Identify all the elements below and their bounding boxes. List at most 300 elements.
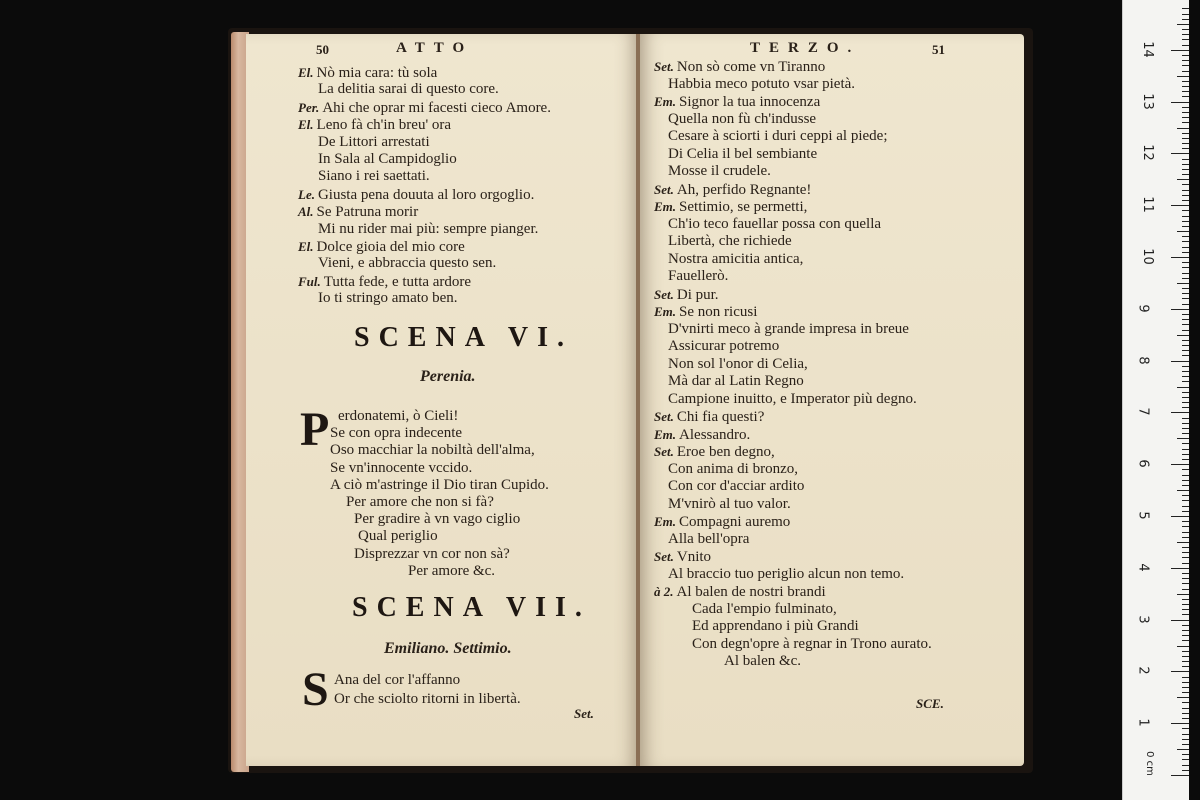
ruler-tick — [1177, 438, 1189, 439]
speaker-label: Set. — [654, 409, 674, 424]
text-line — [298, 64, 437, 82]
ruler-tick — [1182, 45, 1189, 46]
ruler-tick — [1171, 568, 1189, 569]
ruler-label: 5 — [1135, 511, 1151, 520]
text-line — [318, 81, 499, 98]
speaker-label: Set. — [654, 59, 674, 74]
running-head: ATTO — [396, 40, 474, 56]
line-text: La delitia sarai di questo core. — [318, 81, 499, 98]
page-number: 51 — [932, 42, 945, 57]
text-line — [668, 268, 728, 285]
ruler-tick — [1171, 309, 1189, 310]
ruler-tick — [1182, 262, 1189, 263]
speaker-label: Set. — [654, 444, 674, 459]
text-line: Or che sciolto ritorni in libertà. — [334, 691, 521, 707]
ruler-label: 13 — [1139, 92, 1155, 110]
line-text: Siano i rei saettati. — [318, 168, 430, 185]
ruler-tick — [1182, 744, 1189, 745]
line-text: Nò mia cara: tù sola — [316, 65, 438, 81]
ruler-label: 8 — [1135, 355, 1151, 365]
text-line: Disprezzar vn cor non sà? — [354, 545, 510, 562]
line-text: Di Celia il bel sembiante — [668, 145, 818, 162]
text-line — [668, 373, 804, 390]
ruler-tick — [1171, 464, 1189, 465]
ruler-tick — [1182, 169, 1189, 170]
drop-cap: P — [300, 403, 330, 456]
line-text: Non sò come vn Tiranno — [676, 59, 826, 75]
text-line — [318, 134, 430, 151]
ruler-tick — [1182, 428, 1189, 429]
ruler-tick — [1177, 24, 1189, 25]
ruler-tick — [1182, 164, 1189, 165]
scene-title: SCENA VI. — [354, 322, 573, 353]
speaker-label: Em. — [654, 426, 677, 442]
text-line: Per amore che non si fà? — [346, 494, 494, 510]
speaker-label: Le. — [298, 186, 315, 202]
catchword: Set. — [574, 706, 594, 721]
text-line — [654, 303, 757, 321]
line-text: Giusta pena douuta al loro orgoglio. — [317, 186, 535, 203]
text-line — [668, 461, 798, 478]
line-text: De Littori arrestati — [318, 133, 430, 150]
text-line — [668, 111, 816, 128]
ruler-tick — [1171, 50, 1189, 51]
line-text: Libertà, che richiede — [668, 233, 792, 249]
line-text: Chi fia questi? — [676, 409, 765, 425]
text-line — [668, 496, 791, 513]
speaker-label: Set. — [654, 549, 674, 564]
running-head: TERZO. — [750, 40, 861, 56]
line-text: Signor la tua innocenza — [679, 94, 821, 110]
text-line — [692, 636, 932, 653]
text-line — [668, 566, 904, 583]
ruler-tick — [1182, 495, 1189, 496]
text-line — [668, 216, 881, 233]
ruler-tick — [1182, 423, 1189, 424]
speaker-label: Al. — [298, 204, 314, 220]
text-line — [668, 321, 909, 338]
text-line — [318, 151, 457, 168]
ruler-tick — [1182, 625, 1189, 626]
ruler-tick — [1182, 506, 1189, 507]
ruler-tick — [1171, 723, 1189, 724]
ruler-tick — [1182, 34, 1189, 35]
ruler-tick — [1182, 459, 1189, 460]
ruler-tick — [1182, 547, 1189, 548]
text-line — [654, 548, 711, 566]
ruler-tick — [1182, 770, 1189, 771]
ruler-tick — [1182, 702, 1189, 703]
line-text: Mi nu rider mai più: sempre pianger. — [318, 220, 539, 237]
ruler-tick — [1182, 677, 1189, 678]
ruler-tick — [1182, 552, 1189, 553]
ruler-tick — [1182, 91, 1189, 92]
line-text: In Sala al Campidoglio — [318, 151, 457, 167]
ruler-unit-label: 0 cm — [1143, 751, 1155, 776]
ruler-tick — [1182, 687, 1189, 688]
line-text: Tutta fede, e tutta ardore — [323, 273, 472, 290]
ruler-tick — [1182, 86, 1189, 87]
ruler-tick — [1171, 775, 1189, 776]
line-text: Alessandro. — [679, 426, 751, 443]
ruler-tick — [1182, 96, 1189, 97]
text-line: Se con opra indecente — [330, 425, 463, 442]
ruler-tick — [1182, 480, 1189, 481]
ruler-tick — [1182, 107, 1189, 108]
ruler-tick — [1182, 532, 1189, 533]
ruler-tick — [1177, 76, 1189, 77]
scene-title: SCENA VII. — [352, 592, 591, 623]
ruler-tick — [1177, 231, 1189, 232]
ruler-tick — [1182, 563, 1189, 564]
text-line — [654, 426, 750, 444]
text-line — [298, 186, 534, 204]
ruler-label: 11 — [1139, 196, 1155, 213]
text-line — [654, 58, 825, 76]
text-line — [668, 76, 855, 93]
speaker-label: Per. — [298, 99, 320, 115]
text-line — [318, 168, 430, 185]
ruler-tick — [1182, 39, 1189, 40]
text-line — [668, 146, 817, 163]
text-line: Ana del cor l'affanno — [334, 672, 461, 688]
page-number: 50 — [316, 42, 329, 57]
line-text: Di pur. — [676, 286, 719, 303]
ruler-tick — [1182, 682, 1189, 683]
ruler-tick — [1182, 609, 1189, 610]
ruler-tick — [1182, 728, 1189, 729]
line-text: Dolce gioia del mio core — [316, 239, 465, 255]
ruler-tick — [1182, 355, 1189, 356]
text-line — [668, 391, 917, 408]
ruler-tick — [1182, 454, 1189, 455]
ruler-tick — [1182, 319, 1189, 320]
ruler-tick — [1182, 340, 1189, 341]
ruler-tick — [1182, 65, 1189, 66]
ruler-tick — [1177, 697, 1189, 698]
ruler-tick — [1182, 635, 1189, 636]
speaker-label: El. — [298, 239, 314, 254]
ruler-tick — [1182, 589, 1189, 590]
speaker-label: Em. — [654, 94, 677, 109]
ruler-tick — [1182, 278, 1189, 279]
ruler-tick — [1182, 475, 1189, 476]
ruler-tick — [1182, 226, 1189, 227]
text-line — [298, 99, 551, 117]
ruler-tick — [1182, 221, 1189, 222]
text-line — [668, 531, 749, 548]
line-text: Al balen de nostri brandi — [676, 584, 826, 600]
ruler-tick — [1182, 418, 1189, 419]
ruler-tick — [1182, 112, 1189, 113]
ruler-tick — [1182, 433, 1189, 434]
speaker-label: Set. — [654, 181, 674, 197]
ruler-tick — [1177, 542, 1189, 543]
text-line — [668, 128, 888, 145]
ruler-tick — [1171, 620, 1189, 621]
drop-cap: S — [302, 663, 329, 716]
speaker-label: Em. — [654, 199, 677, 214]
line-text: Cada l'empio fulminato, — [692, 600, 837, 617]
ruler-tick — [1182, 599, 1189, 600]
text-line — [318, 221, 538, 238]
ruler-tick — [1182, 708, 1189, 709]
ruler-label: 10 — [1139, 248, 1155, 265]
line-text: D'vnirti meco à grande impresa in breue — [668, 320, 909, 337]
ruler-tick — [1182, 371, 1189, 372]
ruler-tick — [1177, 387, 1189, 388]
line-text: Ed apprendano i più Grandi — [692, 618, 859, 634]
text-line — [318, 255, 496, 272]
line-text: Alla bell'opra — [668, 530, 750, 547]
speaker-label: Ful. — [298, 273, 321, 289]
ruler-tick — [1182, 236, 1189, 237]
ruler-tick — [1182, 630, 1189, 631]
ruler-tick — [1182, 8, 1189, 9]
text-line: Qual periglio — [358, 528, 438, 545]
line-text: Con anima di bronzo, — [668, 460, 798, 477]
line-text: Habbia meco potuto vsar pietà. — [668, 75, 856, 92]
ruler-tick — [1182, 273, 1189, 274]
ruler-tick — [1182, 330, 1189, 331]
ruler-tick — [1182, 511, 1189, 512]
scene-characters: Perenia. — [420, 368, 476, 385]
line-text: Ah, perfido Regnante! — [676, 181, 812, 198]
ruler-label: 3 — [1135, 614, 1151, 624]
right-page — [640, 34, 1024, 766]
ruler-tick — [1182, 765, 1189, 766]
ruler-tick — [1182, 739, 1189, 740]
ruler-tick — [1182, 148, 1189, 149]
ruler-tick — [1182, 241, 1189, 242]
ruler-tick — [1182, 381, 1189, 382]
text-line — [654, 513, 790, 531]
ruler-tick — [1182, 557, 1189, 558]
line-text: Non sol l'onor di Celia, — [668, 355, 808, 372]
ruler-tick — [1182, 713, 1189, 714]
line-text: Io ti stringo amato ben. — [318, 290, 458, 307]
speaker-label: El. — [298, 65, 314, 80]
ruler-tick — [1182, 304, 1189, 305]
ruler-tick — [1177, 490, 1189, 491]
ruler-tick — [1182, 604, 1189, 605]
text-line — [654, 408, 764, 426]
line-text: Al balen &c. — [724, 653, 802, 669]
ruler-tick — [1182, 407, 1189, 408]
text-line: A ciò m'astringe il Dio tiran Cupido. — [330, 476, 549, 493]
text-line — [298, 238, 465, 256]
line-text: Vnito — [676, 549, 712, 565]
text-line — [668, 356, 808, 373]
line-text: M'vnirò al tuo valor. — [668, 495, 791, 512]
scene-characters: Emiliano. Settimio. — [384, 640, 512, 657]
ruler-tick — [1182, 267, 1189, 268]
ruler-tick — [1182, 159, 1189, 160]
catchword: SCE. — [916, 696, 944, 711]
ruler-tick — [1177, 283, 1189, 284]
ruler-tick — [1177, 646, 1189, 647]
ruler-tick — [1182, 81, 1189, 82]
ruler-tick — [1177, 128, 1189, 129]
text-line — [654, 198, 807, 216]
speaker-label: El. — [298, 117, 314, 133]
ruler-tick — [1182, 402, 1189, 403]
text-line — [692, 618, 859, 635]
ruler-tick — [1182, 500, 1189, 501]
ruler-tick — [1182, 216, 1189, 217]
line-text: Al braccio tuo periglio alcun non temo. — [668, 565, 905, 582]
ruler-tick — [1182, 692, 1189, 693]
ruler-tick — [1182, 376, 1189, 377]
ruler-tick — [1182, 485, 1189, 486]
ruler-tick — [1182, 200, 1189, 201]
text-line — [668, 338, 779, 355]
ruler-label: 14 — [1139, 41, 1155, 58]
ruler-tick — [1177, 594, 1189, 595]
ruler-tick — [1182, 666, 1189, 667]
ruler-tick — [1182, 583, 1189, 584]
line-text: Compagni auremo — [679, 514, 791, 530]
ruler-tick — [1182, 174, 1189, 175]
line-text: Campione inuitto, e Imperator più degno. — [668, 390, 917, 407]
ruler-tick — [1182, 19, 1189, 20]
text-line: Per amore &c. — [408, 562, 496, 579]
ruler-tick — [1182, 754, 1189, 755]
ruler-tick — [1182, 640, 1189, 641]
line-text: Quella non fù ch'indusse — [668, 110, 817, 127]
ruler-tick — [1182, 443, 1189, 444]
ruler-tick — [1182, 247, 1189, 248]
line-text: Mà dar al Latin Regno — [668, 373, 804, 389]
ruler-tick — [1182, 578, 1189, 579]
ruler-tick — [1182, 614, 1189, 615]
ruler-tick — [1182, 29, 1189, 30]
ruler-tick — [1182, 392, 1189, 393]
ruler-tick — [1171, 102, 1189, 103]
ruler-tick — [1182, 298, 1189, 299]
ruler-tick — [1177, 749, 1189, 750]
left-page — [246, 34, 638, 766]
text-line — [668, 251, 803, 268]
text-line — [654, 286, 719, 304]
ruler-tick — [1171, 361, 1189, 362]
ruler-tick — [1177, 335, 1189, 336]
ruler-tick — [1182, 138, 1189, 139]
text-line: Oso macchiar la nobiltà dell'alma, — [330, 442, 535, 459]
ruler-tick — [1182, 71, 1189, 72]
text-line — [668, 233, 792, 250]
text-line — [668, 163, 771, 180]
line-text: Con degn'opre à regnar in Trono aurato. — [692, 635, 932, 652]
speaker-label: Set. — [654, 286, 674, 302]
ruler-tick — [1182, 55, 1189, 56]
ruler-tick — [1182, 537, 1189, 538]
line-text: Eroe ben degno, — [676, 444, 775, 460]
text-line — [668, 478, 804, 495]
line-text: Settimio, se permetti, — [679, 199, 808, 215]
line-text: Leno fà ch'in breu' ora — [316, 117, 452, 134]
ruler-tick — [1182, 759, 1189, 760]
ruler-label: 1 — [1135, 718, 1151, 727]
ruler-label: 9 — [1135, 304, 1151, 313]
text-line — [298, 116, 451, 134]
ruler-tick — [1182, 397, 1189, 398]
ruler-tick — [1182, 210, 1189, 211]
text-line — [654, 181, 811, 199]
text-line: Se vn'innocente vccido. — [330, 459, 473, 476]
ruler-tick — [1182, 656, 1189, 657]
ruler-tick — [1182, 734, 1189, 735]
ruler-tick — [1182, 133, 1189, 134]
ruler-tick — [1171, 671, 1189, 672]
line-text: Se Patruna morir — [316, 204, 419, 221]
line-text: Nostra amicitia antica, — [668, 250, 804, 267]
ruler-tick — [1171, 412, 1189, 413]
text-line — [724, 653, 801, 670]
ruler-tick — [1182, 314, 1189, 315]
text-line — [298, 203, 418, 221]
ruler-tick — [1182, 184, 1189, 185]
ruler-label: 4 — [1135, 563, 1151, 572]
line-text: Assicurar potremo — [668, 338, 780, 354]
ruler-tick — [1182, 449, 1189, 450]
ruler-tick — [1182, 117, 1189, 118]
measurement-ruler — [1122, 0, 1189, 800]
text-line: Per gradire à vn vago ciglio — [354, 511, 521, 528]
text-line: erdonatemi, ò Cieli! — [338, 408, 459, 424]
ruler-tick — [1171, 516, 1189, 517]
text-line — [318, 290, 458, 307]
ruler-tick — [1182, 60, 1189, 61]
ruler-tick — [1171, 205, 1189, 206]
ruler-label: 2 — [1135, 666, 1151, 676]
ruler-label: 12 — [1139, 144, 1155, 162]
ruler-tick — [1182, 288, 1189, 289]
ruler-tick — [1171, 257, 1189, 258]
ruler-label: 6 — [1135, 459, 1151, 468]
ruler-tick — [1182, 252, 1189, 253]
text-line — [654, 443, 775, 461]
ruler-tick — [1182, 143, 1189, 144]
ruler-tick — [1182, 195, 1189, 196]
text-line — [298, 273, 471, 291]
line-text: Se non ricusi — [679, 304, 758, 320]
ruler-tick — [1182, 190, 1189, 191]
speaker-label: Em. — [654, 304, 677, 319]
ruler-tick — [1182, 324, 1189, 325]
line-text: Vieni, e abbraccia questo sen. — [318, 255, 497, 272]
line-text: Mosse il crudele. — [668, 163, 771, 179]
line-text: Con cor d'acciar ardito — [668, 478, 805, 494]
text-line — [692, 601, 837, 618]
speaker-label: Em. — [654, 514, 677, 529]
text-line — [654, 93, 820, 111]
ruler-tick — [1182, 526, 1189, 527]
ruler-tick — [1182, 651, 1189, 652]
ruler-tick — [1182, 350, 1189, 351]
ruler-tick — [1182, 661, 1189, 662]
line-text: Fauellerò. — [668, 268, 729, 284]
ruler-tick — [1182, 14, 1189, 15]
ruler-tick — [1182, 122, 1189, 123]
ruler-tick — [1171, 153, 1189, 154]
line-text: Cesare à sciorti i duri ceppi al piede; — [668, 128, 888, 144]
ruler-tick — [1182, 293, 1189, 294]
ruler-tick — [1182, 718, 1189, 719]
ruler-tick — [1182, 469, 1189, 470]
ruler-tick — [1182, 366, 1189, 367]
speaker-label: à 2. — [654, 584, 674, 599]
